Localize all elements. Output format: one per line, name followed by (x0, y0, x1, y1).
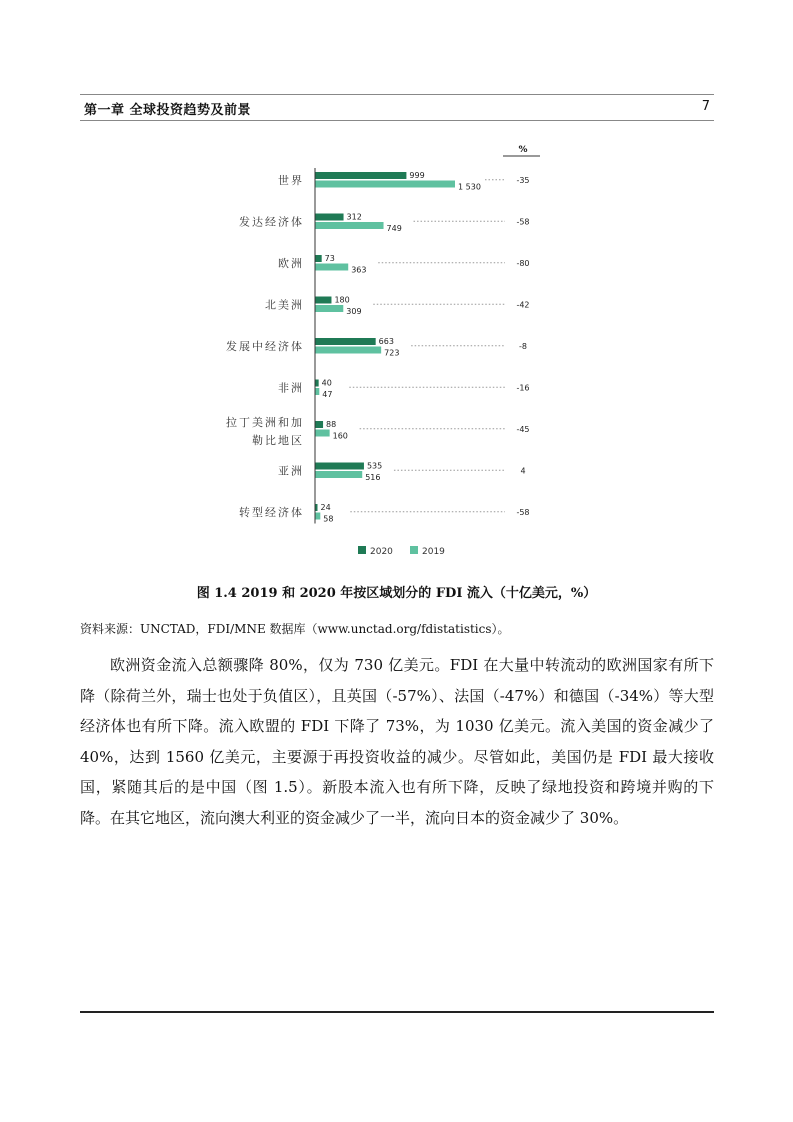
bar-2020 (315, 463, 364, 470)
category-label: 非洲 (278, 381, 304, 395)
value-label-2020: 180 (334, 295, 350, 305)
category-label: 世界 (278, 173, 304, 187)
value-label-2019: 160 (332, 431, 348, 441)
value-label-2019: 58 (323, 514, 334, 524)
pct-change-label: -42 (516, 300, 530, 310)
bar-2020 (315, 338, 376, 345)
bar-2020 (315, 255, 322, 262)
bar-2019 (315, 305, 343, 312)
value-label-2020: 40 (321, 378, 332, 388)
figure-caption: 图 1.4 2019 和 2020 年按区域划分的 FDI 流入（十亿美元，%） (196, 586, 597, 601)
value-label-2019: 47 (322, 390, 333, 399)
category-label: 转型经济体 (239, 505, 304, 519)
category-label: 勒比地区 (252, 433, 304, 447)
pct-change-label: -35 (516, 175, 530, 185)
value-label-2019: 363 (351, 265, 367, 275)
category-label: 发达经济体 (239, 215, 304, 229)
value-label-2020: 663 (378, 337, 394, 346)
pct-change-label: -58 (516, 217, 530, 227)
bar-2019 (315, 471, 362, 478)
value-label-2020: 312 (346, 212, 362, 222)
pct-change-label: -80 (516, 258, 530, 268)
pct-change-label: 4 (520, 466, 526, 476)
bar-2019 (315, 347, 381, 354)
bar-2019 (315, 181, 455, 188)
pct-change-label: -58 (516, 507, 530, 517)
value-label-2020: 24 (320, 503, 331, 512)
chapter-title: 第一章 全球投资趋势及前景 (84, 103, 252, 118)
pct-change-label: -45 (516, 424, 530, 434)
pct-change-label: -8 (519, 341, 527, 351)
figure-source: 资料来源：UNCTAD，FDI/MNE 数据库（www.unctad.org/fdistatistics）。 (80, 622, 510, 636)
bar-2019 (315, 264, 348, 271)
footer-rule (80, 1011, 714, 1013)
value-label-2019: 723 (384, 348, 400, 358)
value-label-2020: 73 (324, 254, 335, 263)
bar-2020 (315, 380, 319, 387)
value-label-2019: 516 (365, 473, 381, 482)
legend-label-2019: 2019 (422, 547, 445, 557)
body-paragraph: 欧洲资金流入总额骤降 80%，仅为 730 亿美元。FDI 在大量中转流动的欧洲国家有所下降（除荷兰外，瑞士也处于负值区），且英国（-57%）、法国（-47%）和德国（-34%）等大型经济体也有所下降。流入欧盟的 FDI 下降了 73%，为 1030 亿美元。流入美国的资金减少了 40%，达到 1560 亿美元，主要源于再投资收益的减少。尽管如此，美国仍是 FDI 最大接收国，紧随其后的是中国（图 1.5）。新股本流入也有所下降，反映了绿地投资和跨境并购的下降。在其它地区，流向澳大利亚的资金减少了一半，流向日本的资金减少了 30%。 (80, 656, 714, 827)
value-label-2019: 1 530 (458, 182, 481, 192)
bar-2019 (315, 513, 320, 520)
bar-2019 (315, 388, 319, 395)
pct-header: % (518, 145, 528, 155)
bar-2020 (315, 214, 344, 221)
value-label-2019: 749 (386, 224, 402, 233)
bar-2020 (315, 421, 323, 428)
page-number: 7 (701, 99, 710, 114)
legend-swatch-2019 (410, 546, 418, 554)
value-label-2020: 535 (366, 461, 383, 471)
value-label-2019: 309 (346, 307, 362, 316)
bar-2019 (315, 430, 330, 437)
pct-change-label: -16 (516, 383, 530, 393)
bar-2020 (315, 172, 406, 179)
category-label: 拉丁美洲和加 (226, 415, 304, 429)
category-label: 欧洲 (278, 256, 304, 270)
value-label-2020: 999 (409, 171, 425, 180)
category-label: 亚洲 (278, 464, 304, 478)
value-label-2020: 88 (326, 420, 337, 429)
legend-swatch-2020 (358, 546, 366, 554)
bar-2020 (315, 297, 331, 304)
legend-label-2020: 2020 (370, 547, 393, 557)
bar-2019 (315, 222, 384, 229)
category-label: 发展中经济体 (226, 339, 304, 353)
category-label: 北美洲 (265, 298, 304, 312)
